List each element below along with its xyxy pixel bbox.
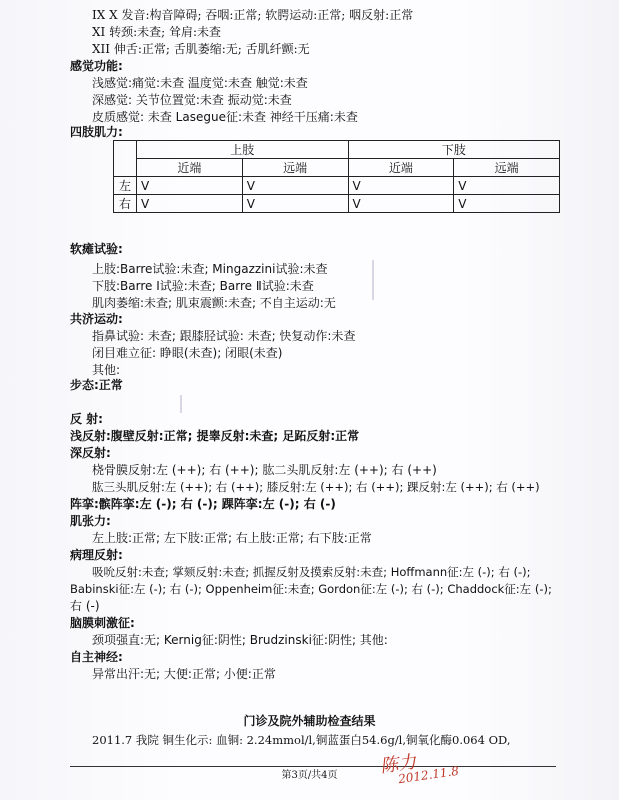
table-row <box>114 141 560 159</box>
coordination-line-3: 其他: <box>92 363 121 377</box>
faint-stroke <box>372 260 374 300</box>
tone-line: 左上肢:正常; 左下肢:正常; 右上肢:正常; 右下肢:正常 <box>92 531 372 545</box>
pathologic-line-2: Babinski征:左 (-); 右 (-); Oppenheim征:未查; Gordon征:左 (-); 右 (-); Chaddock征:左 (-); <box>70 582 552 596</box>
cranial-nerve-xi: XI 转颈:未查; 耸肩:未查 <box>92 25 222 39</box>
pathologic-line-1: 吸吮反射:未查; 掌颏反射:未查; 抓握反射及摸索反射:未查; Hoffmann征:左 (-); 右 (-); <box>92 565 531 579</box>
page-number: 第3页/共4页 <box>281 770 338 781</box>
lower-near-header: 近端 <box>348 159 454 177</box>
table-row <box>114 177 560 195</box>
table-corner-cell <box>114 141 137 177</box>
cranial-nerve-xii: XII 伸舌:正常; 舌肌萎缩:无; 舌肌纤颤:无 <box>92 42 310 56</box>
meningeal-title: 脑膜刺激征: <box>70 616 135 630</box>
left-lower-near: V <box>348 177 454 195</box>
aux-exam-line: 2011.7 我院 铜生化示: 血铜: 2.24mmol/l,铜蓝蛋白54.6g/l,铜氧化酶0.064 OD, <box>92 733 511 747</box>
left-upper-near: V <box>137 177 243 195</box>
paralysis-lower: 下肢:Barre Ⅰ试验:未查; Barre Ⅱ试验:未查 <box>92 279 314 293</box>
sensory-cortical: 皮质感觉: 未查 Lasegue征:未查 神经干压痛:未查 <box>92 110 358 124</box>
coordination-title: 共济运动: <box>70 312 123 326</box>
right-lower-near: V <box>348 195 454 213</box>
autonomic-title: 自主神经: <box>70 650 123 664</box>
right-label: 右 <box>114 195 137 213</box>
meningeal-line: 颈项强直:无; Kernig征:阴性; Brudzinski征:阴性; 其他: <box>92 633 388 647</box>
paralysis-title: 软瘫试验: <box>70 242 123 256</box>
reflex-deep-line-1: 桡骨膜反射:左 (++); 右 (++); 肱二头肌反射:左 (++); 右 (++) <box>92 463 437 477</box>
autonomic-line: 异常出汗:无; 大便:正常; 小便:正常 <box>92 667 276 681</box>
footer-rule <box>70 766 556 767</box>
cranial-nerve-ix-x: IX X 发音:构音障碍; 吞咽:正常; 软腭运动:正常; 咽反射:正常 <box>92 8 414 22</box>
table-row <box>114 159 560 177</box>
paralysis-atrophy: 肌肉萎缩:未查; 肌束震颤:未查; 不自主运动:无 <box>92 296 336 310</box>
right-upper-far: V <box>242 195 348 213</box>
left-label: 左 <box>114 177 137 195</box>
reflex-deep-line-2: 肱三头肌反射:左 (++); 右 (++); 膝反射:左 (++); 右 (++); 踝反射:左 (++); 右 (++) <box>92 480 540 494</box>
lower-far-header: 远端 <box>454 159 560 177</box>
handwritten-date: 2012.11.8 <box>397 763 460 787</box>
faint-stroke <box>180 395 182 413</box>
clonus: 阵挛:髌阵挛:左 (-); 右 (-); 踝阵挛:左 (-); 右 (-) <box>70 497 336 511</box>
table-row <box>114 195 560 213</box>
lower-limb-header: 下肢 <box>348 141 560 159</box>
right-lower-far: V <box>454 195 560 213</box>
handwritten-signature: 陈力 <box>378 751 418 778</box>
sensory-title: 感觉功能: <box>70 59 123 73</box>
coordination-line-2: 闭目难立征: 睁眼(未查); 闭眼(未查) <box>92 346 283 360</box>
gait: 步态:正常 <box>70 378 123 392</box>
aux-exam-title: 门诊及院外辅助检查结果 <box>243 714 376 728</box>
pathologic-line-3: 右 (-) <box>70 599 100 613</box>
sensory-deep: 深感觉: 关节位置觉:未查 振动觉:未查 <box>92 93 292 107</box>
coordination-line-1: 指鼻试验: 未查; 跟膝胫试验: 未查; 快复动作:未查 <box>92 329 356 343</box>
pathologic-title: 病理反射: <box>70 548 123 562</box>
limb-strength-table <box>113 140 560 213</box>
limb-strength-title: 四肢肌力: <box>70 125 123 139</box>
reflex-deep-title: 深反射: <box>70 446 111 460</box>
left-lower-far: V <box>454 177 560 195</box>
upper-near-header: 近端 <box>137 159 243 177</box>
paralysis-upper: 上肢:Barre试验:未查; Mingazzini试验:未查 <box>92 262 328 276</box>
left-upper-far: V <box>242 177 348 195</box>
upper-far-header: 远端 <box>242 159 348 177</box>
tone-title: 肌张力: <box>70 514 111 528</box>
right-upper-near: V <box>137 195 243 213</box>
reflex-shallow: 浅反射:腹壁反射:正常; 提睾反射:未查; 足跖反射:正常 <box>70 429 360 443</box>
upper-limb-header: 上肢 <box>137 141 349 159</box>
reflex-title: 反 射: <box>70 412 103 426</box>
sensory-shallow: 浅感觉:痛觉:未查 温度觉:未查 触觉:未查 <box>92 76 308 90</box>
